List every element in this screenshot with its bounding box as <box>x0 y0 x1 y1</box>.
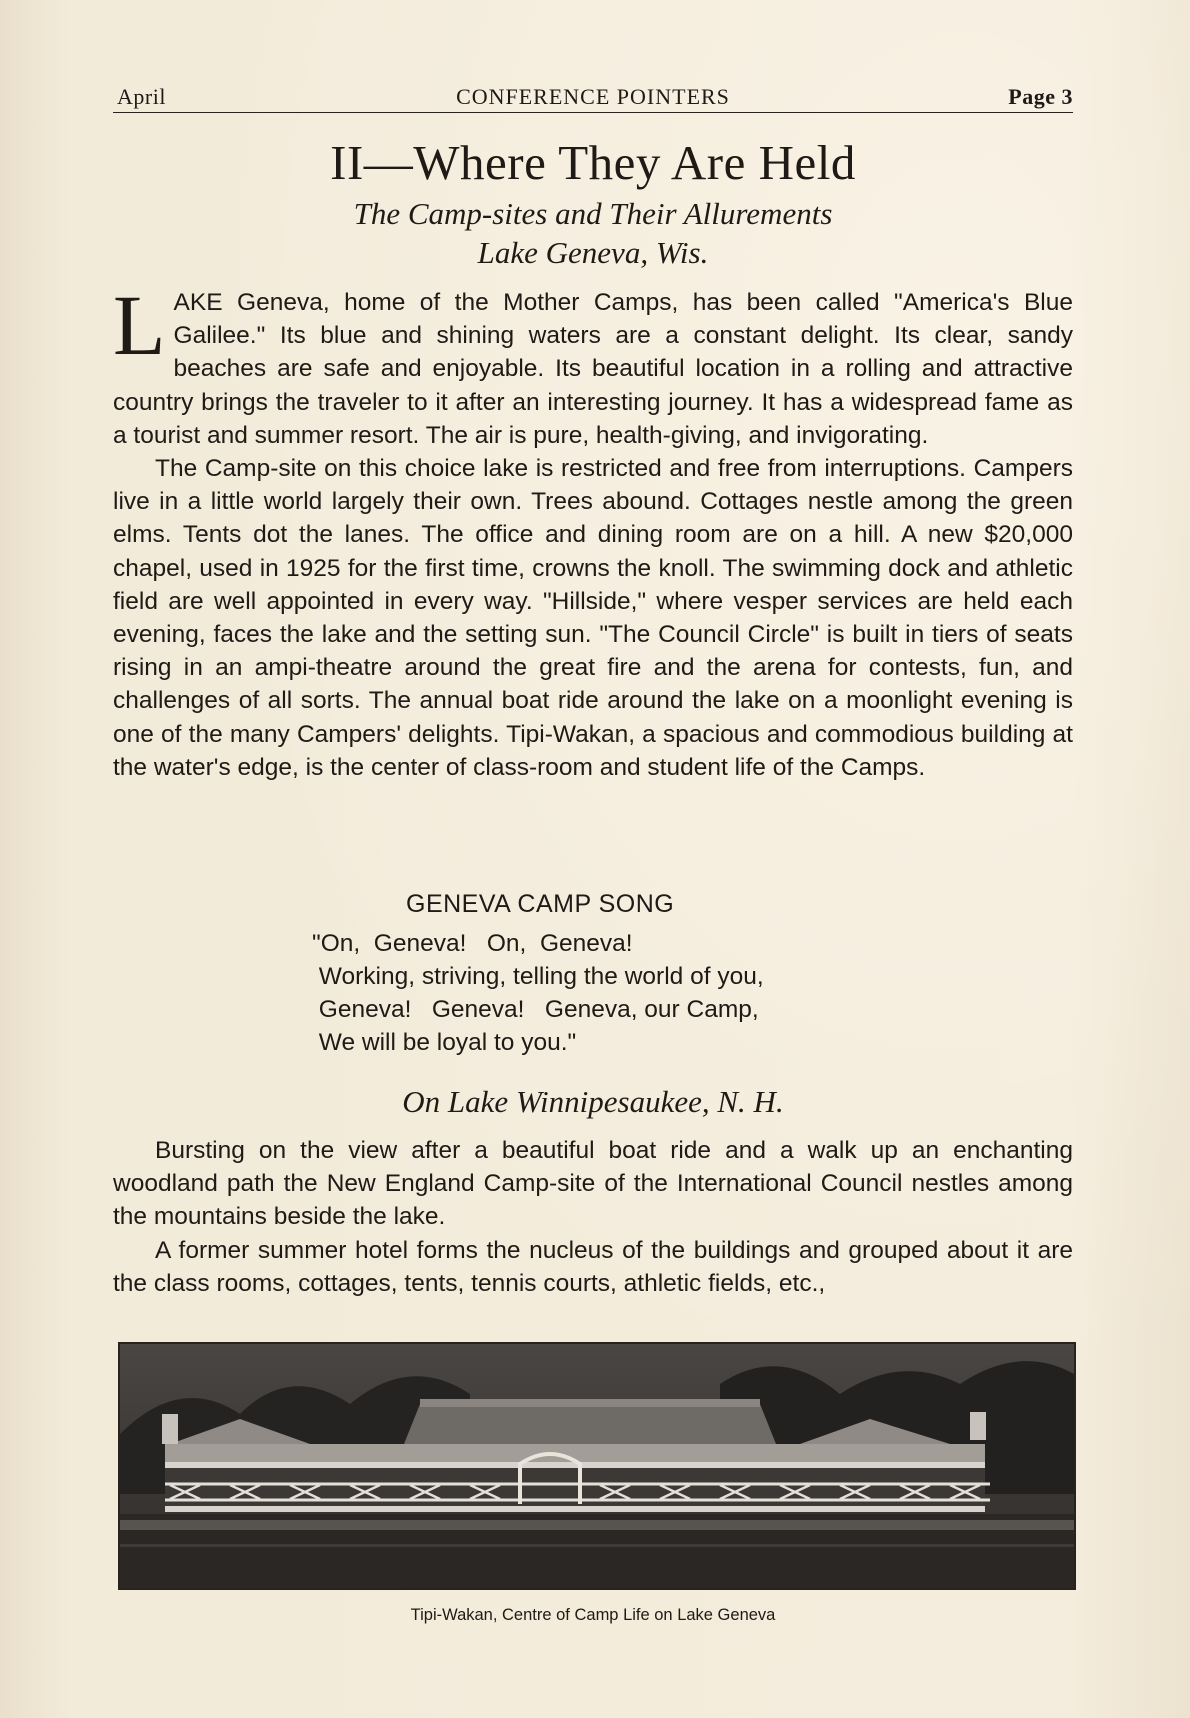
running-header <box>113 84 1073 113</box>
paragraph-1 <box>113 277 1073 452</box>
paragraph-2: The Camp-site on this choice lake is restricted and free from interruptions. Campers live in a little world largely their own. Trees abound. Cottages nestle among the green elms. Tents dot the lanes. The office and dining room are on a hill. A new $20,000 chapel, used in 1925 for the first time, crowns the knoll. The swimming dock and athletic field are well appointed in every way. "Hillside," where vesper services are held each evening, faces the lake and the setting sun. "The Council Circle" is built in tiers of seats rising in an ampi-theatre around the great fire and the arena for contests, fun, and challenges of all sorts. The annual boat ride around the lake on a moonlight evening is one of the many Campers' delights. Tipi-Wakan, a spacious and commodious building at the water's edge, is the center of class-room and student life of the Camps. <box>113 455 1073 781</box>
drop-cap: L <box>113 277 166 373</box>
header-month: April <box>117 84 166 109</box>
song-line: Working, striving, telling the world of you, <box>312 963 764 990</box>
article-subtitle: The Camp-sites and Their Allurements <box>353 196 833 231</box>
song-line: Geneva! Geneva! Geneva, our Camp, <box>312 996 759 1023</box>
section-heading: On Lake Winnipesaukee, N. H. <box>402 1084 784 1119</box>
article-title: II—Where They Are Held <box>330 135 856 190</box>
song-line: We will be loyal to you." <box>312 1029 577 1056</box>
building-photo-image <box>120 1344 1074 1588</box>
section-body <box>113 1134 1073 1300</box>
section-paragraph-1: Bursting on the view after a beautiful boat ride and a walk up an enchanting woodland path the New England Camp-site of the International Council nestles among the mountains beside the lake. <box>113 1137 1073 1231</box>
article-location: Lake Geneva, Wis. <box>477 235 709 270</box>
building-photo <box>118 1342 1076 1590</box>
article-body <box>113 277 1073 784</box>
paragraph-1-text: AKE Geneva, home of the Mother Camps, has been called "America's Blue Galilee." Its blue and shining waters are a constant delight. Its clear, sandy beaches are safe and enjoyable. Its beautiful location in a rolling and attractive country brings the traveler to it after an interesting journey. It has a widespread fame as a tourist and summer resort. The air is pure, health-giving, and invigorating. <box>113 289 1073 449</box>
header-page-number: Page 3 <box>1008 84 1073 109</box>
header-publication: CONFERENCE POINTERS <box>456 84 730 109</box>
section-paragraph-2: A former summer hotel forms the nucleus of the buildings and grouped about it are the class rooms, cottages, tents, tennis courts, athletic fields, etc., <box>113 1236 1073 1297</box>
photo-caption: Tipi-Wakan, Centre of Camp Life on Lake Geneva <box>410 1606 776 1624</box>
song-lyrics <box>312 927 764 1059</box>
song-title: GENEVA CAMP SONG <box>406 890 675 918</box>
song-line: "On, Geneva! On, Geneva! <box>312 930 633 957</box>
